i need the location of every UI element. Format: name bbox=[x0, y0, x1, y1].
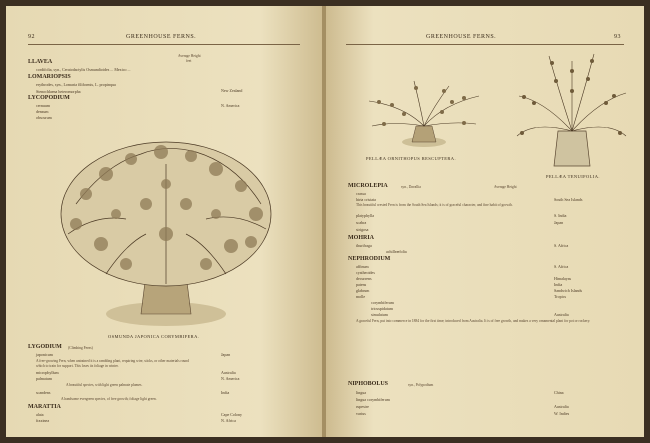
ml-item-5: strigosa bbox=[356, 227, 369, 232]
niph-item-2: lingua corymbiferum bbox=[356, 397, 390, 402]
lyg-desc-1: A free-growing Fern, when untrained it is a rambling plant, requiring wire, sticks, or other materials round bbox=[36, 359, 189, 363]
lyg-item3: scandens bbox=[36, 390, 51, 395]
genus-nephrodium: NEPHRODIUM bbox=[348, 256, 391, 262]
lom-line1-country: New Zealand bbox=[221, 88, 243, 93]
right-col-head-height: Average Height bbox=[494, 185, 517, 189]
mohria-item-1: thurifraga bbox=[356, 243, 372, 248]
neph-item-5: glabrum bbox=[356, 288, 370, 293]
lyg-desc-4: A handsome evergreen species, of free growth; foliage light green. bbox=[61, 397, 157, 401]
osmunda-caption: OSMUNDA JAPONICA CORYMBIFERA. bbox=[108, 334, 200, 339]
ml-desc: This beautiful crested Fern is from the South Sea Islands; it is of graceful character, and fine habit of growth. bbox=[356, 203, 513, 207]
niph-item-1: lingua bbox=[356, 390, 366, 395]
neph-item-7: corymbiferum bbox=[371, 300, 394, 305]
ml-country-2: S. India bbox=[554, 213, 567, 218]
microlepia-note: syn., Davallia bbox=[401, 185, 421, 189]
left-running-head: GREENHOUSE FERNS. bbox=[126, 34, 197, 40]
lyc-item-3: obscurum bbox=[36, 115, 52, 120]
lygodium-note: (Climbing Ferns) bbox=[68, 346, 93, 350]
lyg-desc-3: A beautiful species, with light green palmate plumes. bbox=[66, 383, 143, 387]
lyg-desc-2: which to train for support. This loses its foliage in winter. bbox=[36, 364, 119, 368]
niph-country-1: China bbox=[554, 390, 564, 395]
niph-country-3: W. Indies bbox=[554, 411, 570, 416]
neph-country-4: Sandwich Islands bbox=[554, 288, 583, 293]
genus-marattia: MARATTIA bbox=[28, 404, 61, 410]
neph-item-8: tricuspidatum bbox=[371, 306, 393, 311]
genus-lycopodium: LYCOPODIUM bbox=[28, 95, 70, 101]
lyg-country3: India bbox=[221, 390, 230, 395]
right-page-number: 93 bbox=[614, 34, 621, 40]
neph-country-3: India bbox=[554, 282, 563, 287]
genus-lygodium: LYGODIUM bbox=[28, 344, 62, 350]
ml-item-2: hirta cristata bbox=[356, 197, 376, 202]
llavea-line: cordifolia, syn., Ceratodactylis Osmundioides ... Mexico ... bbox=[36, 67, 131, 72]
niph-item-3: rupestre bbox=[356, 404, 369, 409]
neph-country-2: Himalayas bbox=[554, 276, 572, 281]
niph-item-4: varius bbox=[356, 411, 366, 416]
ml-country-3: Japan bbox=[554, 220, 564, 225]
col-head-height: Average Height bbox=[178, 54, 201, 58]
lom-line2: Stenochlaena heteromorpha bbox=[36, 89, 81, 94]
neph-item-3: decurrens bbox=[356, 276, 372, 281]
mar-item-2: fraxinea bbox=[36, 418, 50, 423]
genus-microlepia: MICROLEPIA bbox=[348, 183, 388, 189]
lyg-country: Japan bbox=[221, 352, 231, 357]
col-head-feet: feet bbox=[186, 59, 192, 63]
left-page bbox=[6, 6, 324, 437]
mohria-country: S. Africa bbox=[554, 243, 569, 248]
neph-country-6: Australia bbox=[554, 312, 569, 317]
lyg-item2-2: palmatum bbox=[36, 376, 52, 381]
neph-country-1: S. Africa bbox=[554, 264, 569, 269]
lyc-country: N. America bbox=[221, 103, 240, 108]
lyc-item-1: cernuum bbox=[36, 103, 50, 108]
ml-item-1: crassa bbox=[356, 191, 366, 196]
genus-niphobolus: NIPHOBOLUS bbox=[348, 381, 389, 387]
niph-note: syn., Polypodium bbox=[408, 383, 434, 387]
neph-item-9: simulatum bbox=[371, 312, 388, 317]
neph-desc: A graceful Fern, put into commerce in 1884 for the first time; introduced from Australia. It is of free growth, and makes a very ornamental plant for pot or rockery. bbox=[356, 319, 591, 323]
lom-line1: erythrodes, syn., Lomaria filiformis, L. propinqua bbox=[36, 82, 116, 87]
book-spread bbox=[6, 6, 644, 437]
lyg-item2-1: microphyllum bbox=[36, 370, 59, 375]
ml-item-4: scabra bbox=[356, 220, 367, 225]
neph-country-5: Tropics bbox=[554, 294, 567, 299]
lyg-country2-2: N. America bbox=[221, 376, 240, 381]
neph-item-6: molle bbox=[356, 294, 366, 299]
right-running-head: GREENHOUSE FERNS. bbox=[426, 34, 497, 40]
pellaea-ornithopus-caption: PELLÆA ORNITHOPUS RESCUPTERA. bbox=[366, 156, 456, 161]
neph-item-1: affinum bbox=[356, 264, 369, 269]
ml-country-1: South Sea Islands bbox=[554, 197, 583, 202]
pellaea-tenuifolia-illustration bbox=[514, 51, 629, 171]
neph-item-2: cyatheoides bbox=[356, 270, 375, 275]
neph-item-4: patens bbox=[356, 282, 367, 287]
mar-country-2: N. Africa bbox=[221, 418, 236, 423]
pellaea-tenuifolia-caption: PELLÆA TENUIFOLIA. bbox=[546, 174, 600, 179]
lyg-item: japonicum bbox=[36, 352, 53, 357]
mohria-item-2: achilleæfolia bbox=[386, 249, 407, 254]
left-page-number: 92 bbox=[28, 34, 35, 40]
osmunda-fern-illustration bbox=[46, 124, 286, 329]
genus-llavea: LLAVEA bbox=[28, 59, 53, 65]
pellaea-ornithopus-illustration bbox=[364, 76, 484, 151]
mar-item-1: alata bbox=[36, 412, 44, 417]
lyg-country2-1: Australia bbox=[221, 370, 236, 375]
ml-item-3: platyphylla bbox=[356, 213, 374, 218]
genus-lomariopsis: LOMARIOPSIS bbox=[28, 74, 71, 80]
genus-mohria: MOHRIA bbox=[348, 235, 374, 241]
right-page bbox=[326, 6, 644, 437]
lyc-item-2: densum bbox=[36, 109, 49, 114]
niph-country-2: Australia bbox=[554, 404, 569, 409]
mar-country-1: Cape Colony bbox=[221, 412, 242, 417]
